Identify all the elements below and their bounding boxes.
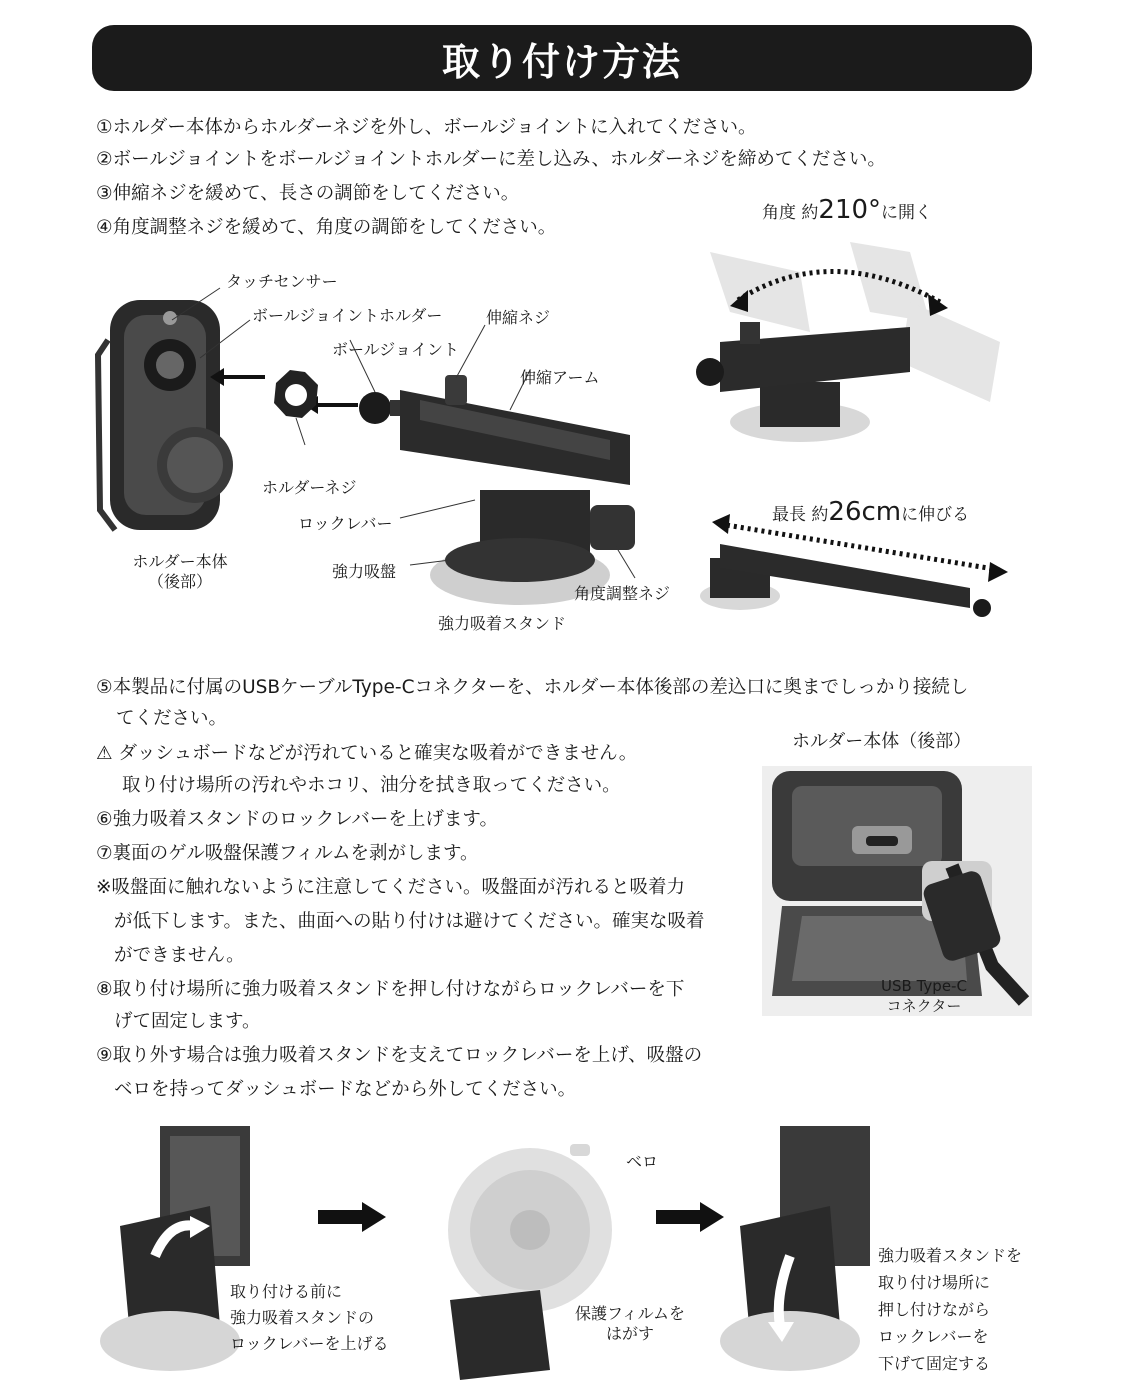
label-ball-joint-holder: ボールジョイントホルダー [252, 306, 443, 325]
label-angle-screw: 角度調整ネジ [574, 584, 671, 603]
label-lock-lever: ロックレバー [298, 514, 393, 533]
label-holder-body: ホルダー本体 （後部） [132, 552, 228, 591]
length-photo [690, 508, 1020, 638]
step-8-cont: げて固定します。 [114, 1011, 261, 1032]
angle-photo [690, 232, 1020, 462]
label-touch-sensor: タッチセンサー [226, 272, 338, 291]
step-1: ①ホルダー本体からホルダーネジを外し、ボールジョイントに入れてください。 [96, 117, 757, 138]
label-suction-stand: 強力吸着スタンド [438, 614, 567, 633]
step-9-cont: ベロを持ってダッシュボードなどから外してください。 [114, 1079, 577, 1100]
film-caption: 保護フィルムを はがす [574, 1304, 686, 1343]
step-4: ④角度調整ネジを緩めて、角度の調節をしてください。 [96, 217, 557, 238]
label-ball-joint: ボールジョイント [332, 340, 459, 359]
after-caption-4: ロックレバーを [878, 1327, 989, 1346]
after-caption-1: 強力吸着スタンドを [878, 1246, 1023, 1265]
label-tab: ベロ [626, 1152, 659, 1171]
before-caption-3: ロックレバーを上げる [230, 1334, 389, 1353]
label-suction-cup: 強力吸盤 [332, 562, 397, 581]
after-caption-5: 下げて固定する [878, 1354, 991, 1373]
before-caption-2: 強力吸着スタンドの [230, 1308, 375, 1327]
arrow-1 [318, 1202, 386, 1232]
arrow-2 [656, 1202, 724, 1232]
step-6: ⑥強力吸着スタンドのロックレバーを上げます。 [96, 809, 498, 830]
step-2: ②ボールジョイントをボールジョイントホルダーに差し込み、ホルダーネジを締めてください。 [96, 149, 886, 170]
note-line-3: ができません。 [114, 945, 245, 966]
after-caption-2: 取り付け場所に [878, 1273, 991, 1292]
note-line-2: が低下します。また、曲面への貼り付けは避けてください。確実な吸着 [114, 911, 705, 932]
note-line-1: ※吸盤面に触れないように注意してください。吸盤面が汚れると吸着力 [96, 877, 686, 898]
before-caption-1: 取り付ける前に [230, 1282, 343, 1301]
step-3: ③伸縮ネジを緩めて、長さの調節をしてください。 [96, 183, 520, 204]
page-title: 取り付け方法 [441, 39, 682, 84]
warning-line: ⚠ ダッシュボードなどが汚れていると確実な吸着ができません。 [96, 743, 638, 764]
rear-photo-title: ホルダー本体（後部） [792, 731, 972, 752]
warning-line-2: 取り付け場所の汚れやホコリ、油分を拭き取ってください。 [122, 775, 621, 796]
title-banner [92, 25, 1032, 91]
label-usb-connector: USB Type-C コネクター [881, 977, 967, 1015]
label-holder-screw: ホルダーネジ [262, 478, 357, 497]
angle-caption: 角度 約210°に開く [762, 195, 933, 225]
length-caption: 最長 約26cmに伸びる [772, 497, 970, 527]
label-telescopic-screw: 伸縮ネジ [486, 308, 551, 327]
label-telescopic-arm: 伸縮アーム [520, 368, 600, 387]
step-5-cont: てください。 [116, 708, 228, 729]
step-9: ⑨取り外す場合は強力吸着スタンドを支えてロックレバーを上げ、吸盤の [96, 1045, 703, 1066]
step-8: ⑧取り付け場所に強力吸着スタンドを押し付けながらロックレバーを下 [96, 979, 685, 1000]
step-5: ⑤本製品に付属のUSBケーブルType-Cコネクターを、ホルダー本体後部の差込口に奥までしっかり接続し [96, 677, 969, 698]
step-7: ⑦裏面のゲル吸盤保護フィルムを剥がします。 [96, 843, 479, 864]
after-caption-3: 押し付けながら [878, 1300, 991, 1319]
after-photo [720, 1126, 880, 1376]
